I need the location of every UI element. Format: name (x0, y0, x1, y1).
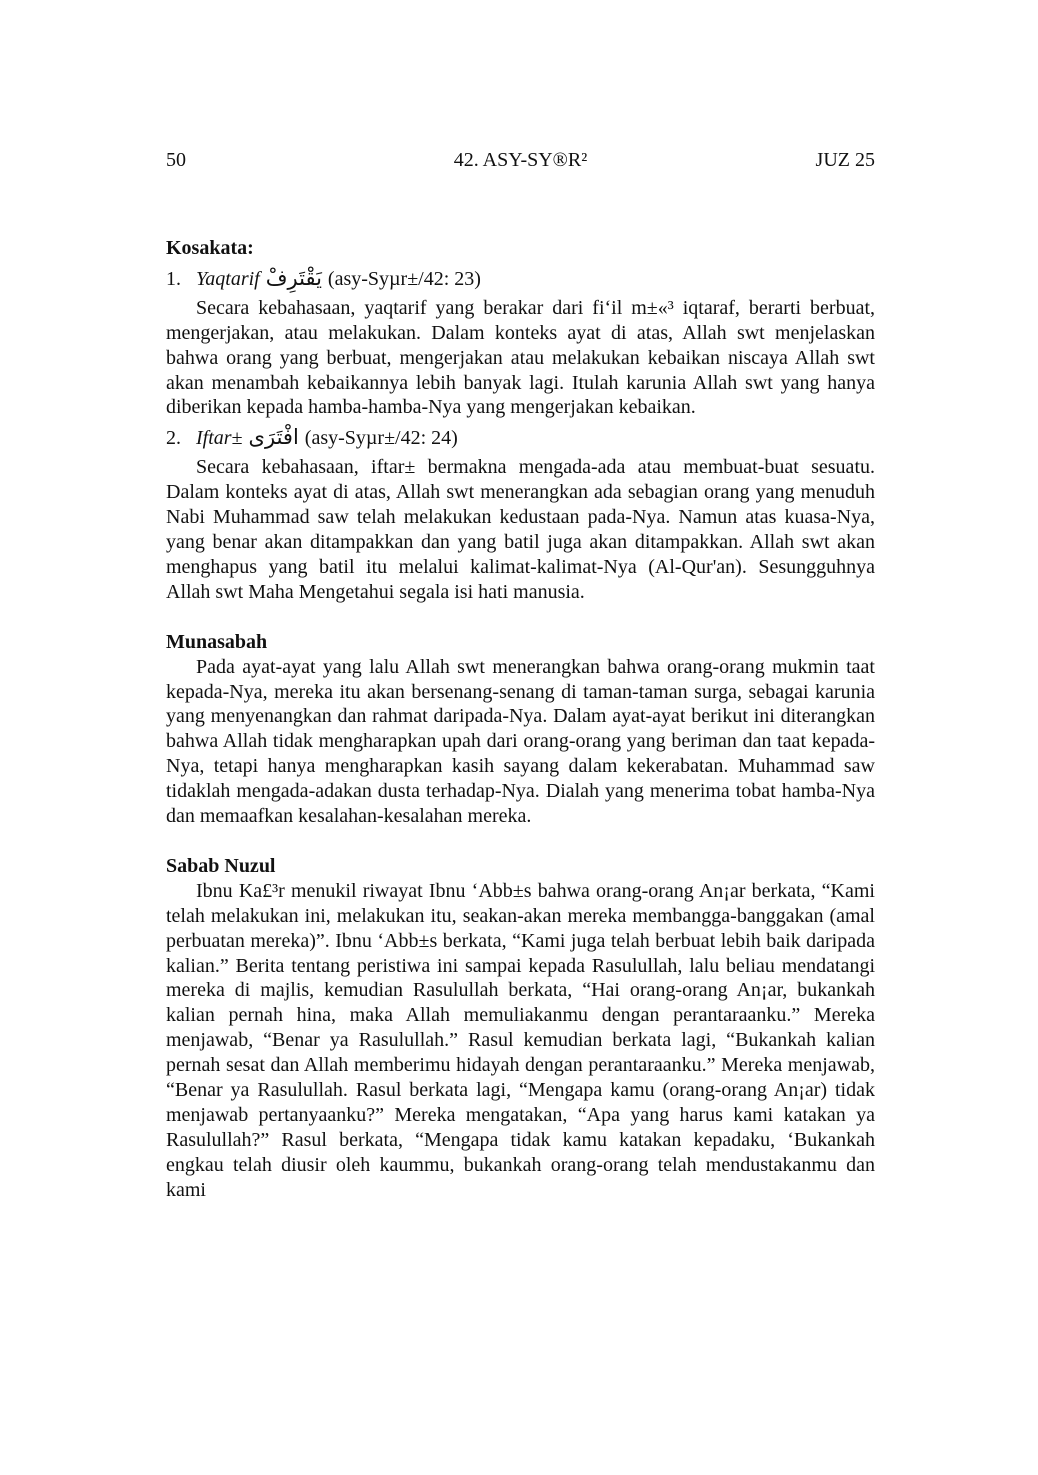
munasabah-heading: Munasabah (166, 630, 268, 653)
vocab-arabic: افْتَرَى (248, 425, 299, 450)
vocab-definition-2: Secara kebahasaan, iftar± bermakna mengada-ada atau membuat-buat sesuatu. Dalam konteks ayat di atas, Allah swt menerangkan ada sebagian orang yang menuduh Nabi Muhammad saw telah melakukan kedustaan pada-Nya. Namun atas kuasa-Nya, yang benar akan ditampakkan dan yang batil juga akan ditampakkan. Allah swt akan menghapus yang batil itu melalui kalimat-kalimat-Nya (Al-Qur'an). Sesungguhnya Allah swt Maha Mengetahui segala isi hati manusia. (166, 456, 875, 603)
surah-title: 42. ASY-SY®R² (453, 149, 588, 171)
page-number: 50 (166, 149, 186, 171)
munasabah-paragraph: Pada ayat-ayat yang lalu Allah swt menerangkan bahwa orang-orang mukmin taat kepada-Nya, mereka itu akan bersenang-senang di taman-taman surga, sebagai karunia yang menyenangkan dan rahmat daripada-Nya. Dalam ayat-ayat berikut ini diterangkan bahwa Allah tidak mengharapkan upah dari orang-orang yang beriman dan taat kepada-Nya, tetapi hanya mengharapkan kasih sayang dalam kekerabatan. Muhammad saw tidaklah mengada-adakan dusta terhadap-Nya. Dialah yang menerima tobat hamba-Nya dan memaafkan kesalahan-kesalahan mereka. (166, 655, 875, 828)
section-spacer (166, 829, 875, 854)
vocab-term: Iftar± (196, 427, 243, 450)
vocab-reference: (asy-Syµr±/42: 23) (327, 267, 481, 290)
kosakata-heading: Kosakata: (166, 237, 254, 259)
vocab-term: Yaqtarif (196, 267, 260, 290)
vocab-entry-1 (166, 266, 875, 292)
section-spacer (166, 605, 875, 630)
vocab-entry-2 (166, 425, 875, 451)
vocab-number: 1. (166, 267, 181, 290)
juz-label: JUZ 25 (815, 149, 875, 171)
vocab-definition-1: Secara kebahasaan, yaqtarif yang berakar dari fi‘il m±«³ iqtaraf, berarti berbuat, mengerjakan, atau melakukan. Dalam konteks ayat di atas, Allah swt menjelaskan bahwa orang yang berbuat, mengerjakan atau melakukan kebaikan niscaya Allah swt akan menambah kebaikannya lebih banyak lagi. Itulah karunia Allah swt yang hanya diberikan kepada hamba-hamba-Nya yang mengerjakan kebaikan. (166, 296, 875, 419)
sabab-nuzul-heading: Sabab Nuzul (166, 854, 276, 877)
page-content (166, 236, 875, 1203)
vocab-arabic: يَقْتَرِفْ (265, 265, 322, 290)
vocab-reference: (asy-Syµr±/42: 24) (304, 427, 458, 450)
vocab-number: 2. (166, 427, 181, 450)
sabab-nuzul-paragraph: Ibnu Ka£³r menukil riwayat Ibnu ‘Abb±s bahwa orang-orang An¡ar berkata, “Kami telah melakukan ini, melakukan itu, seakan-akan mereka membangga-banggakan (amal perbuatan mereka)”. Ibnu ‘Abb±s berkata, “Kami juga telah berbuat lebih baik daripada kalian.” Berita tentang peristiwa ini sampai kepada Rasulullah, lalu beliau mendatangi mereka di majlis, kemudian Rasulullah berkata, “Hai orang-orang An¡ar, bukankah kalian pernah hina, maka Allah memuliakanmu dengan perantaraanku.” Mereka menjawab, “Benar ya Rasulullah.” Rasul kemudian berkata lagi, “Bukankah kalian pernah sesat dan Allah memberimu hidayah dengan perantaraanku.” Mereka menjawab, “Benar ya Rasulullah. Rasul berkata lagi, “Mengapa kamu (orang-orang An¡ar) tidak menjawab pertanyaanku?” Mereka mengatakan, “Apa yang harus kami katakan ya Rasulullah?” Rasul berkata, “Mengapa tidak kamu katakan kepadaku, ‘Bukankah engkau telah diusir oleh kaummu, bukankah orang-orang telah mendustakanmu dan kami (166, 879, 875, 1201)
page-header (166, 146, 875, 174)
